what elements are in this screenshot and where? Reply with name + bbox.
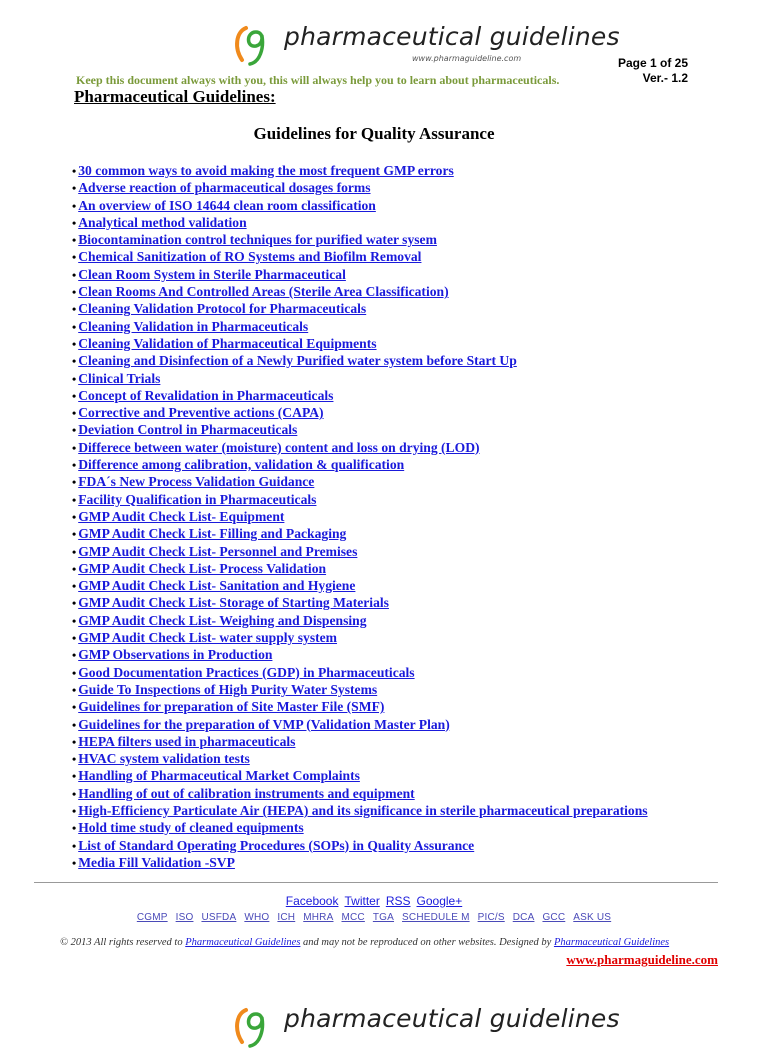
guideline-link[interactable]: HVAC system validation tests (78, 751, 250, 767)
bullet-icon: • (72, 250, 77, 265)
footer-nav-link[interactable]: DCA (512, 912, 535, 923)
social-link[interactable]: Facebook (285, 894, 339, 908)
list-item (72, 698, 648, 715)
copyright-prefix: © 2013 All rights reserved to (60, 937, 183, 948)
list-item (72, 179, 648, 196)
list-item (72, 508, 648, 525)
footer-nav (0, 912, 748, 923)
bullet-icon: • (72, 579, 77, 594)
guideline-link[interactable]: Clean Rooms And Controlled Areas (Sterile Area Classification) (78, 284, 449, 300)
footer-nav-link[interactable]: SCHEDULE M (402, 912, 470, 923)
bullet-icon: • (72, 544, 77, 559)
list-item (72, 473, 648, 490)
bullet-icon: • (72, 181, 77, 196)
bullet-icon: • (72, 752, 77, 767)
list-item (72, 283, 648, 300)
bullet-icon: • (72, 406, 77, 421)
list-item (72, 491, 648, 508)
list-item (72, 612, 648, 629)
guideline-link[interactable]: Cleaning Validation in Pharmaceuticals (78, 318, 309, 334)
guideline-link[interactable]: GMP Audit Check List- water supply system (78, 630, 338, 646)
footer-nav-link[interactable]: WHO (244, 912, 270, 923)
logo-url: www.pharmaguideline.com (412, 54, 522, 63)
bullet-icon: • (72, 855, 77, 870)
version-label: Ver.- 1.2 (642, 71, 688, 85)
guideline-link[interactable]: List of Standard Operating Procedures (SOPs) in Quality Assurance (78, 837, 475, 853)
guideline-link[interactable]: Guide To Inspections of High Purity Water Systems (78, 681, 378, 697)
list-item (72, 733, 648, 750)
guideline-link[interactable]: High-Efficiency Particulate Air (HEPA) and its significance in sterile pharmaceutical preparations (78, 802, 648, 818)
footer-nav-link[interactable]: TGA (372, 912, 395, 923)
footer-nav-link[interactable]: CGMP (136, 912, 168, 923)
guideline-link[interactable]: Adverse reaction of pharmaceutical dosages forms (78, 180, 371, 196)
list-item (72, 716, 648, 733)
bullet-icon: • (72, 821, 77, 836)
social-link[interactable]: Twitter (344, 894, 380, 908)
bullet-icon: • (72, 215, 77, 230)
logo-mark-icon (232, 1000, 282, 1048)
footer-nav-link[interactable]: ASK US (573, 912, 612, 923)
bullet-icon: • (72, 561, 77, 576)
site-logo[interactable] (232, 18, 620, 66)
site-url-link[interactable]: www.pharmaguideline.com (566, 952, 718, 967)
list-item (72, 456, 648, 473)
bullet-icon: • (72, 631, 77, 646)
footer-nav-link[interactable]: MHRA (303, 912, 334, 923)
footer-nav-link[interactable]: MCC (341, 912, 365, 923)
list-item (72, 439, 648, 456)
guideline-link[interactable]: Corrective and Preventive actions (CAPA) (78, 405, 324, 421)
guideline-link[interactable]: GMP Audit Check List- Weighing and Dispensing (78, 612, 367, 628)
footer-nav-link[interactable]: PIC/S (477, 912, 505, 923)
list-item (72, 629, 648, 646)
bullet-icon: • (72, 700, 77, 715)
guideline-link[interactable]: Analytical method validation (78, 214, 247, 230)
list-item (72, 819, 648, 836)
guideline-link[interactable]: Differece between water (moisture) content and loss on drying (LOD) (78, 439, 480, 455)
guideline-link-list (72, 162, 648, 871)
guideline-link[interactable]: Concept of Revalidation in Pharmaceuticals (78, 387, 334, 403)
bullet-icon: • (72, 336, 77, 351)
guideline-link[interactable]: Guidelines for preparation of Site Master File (SMF) (78, 699, 385, 715)
list-item (72, 525, 648, 542)
guideline-link[interactable]: Facility Qualification in Pharmaceuticals (78, 491, 317, 507)
bullet-icon: • (72, 267, 77, 282)
footer-nav-link[interactable]: USFDA (201, 912, 237, 923)
social-links (0, 894, 748, 908)
bullet-icon: • (72, 527, 77, 542)
guideline-link[interactable]: Cleaning Validation Protocol for Pharmaceuticals (78, 301, 367, 317)
guideline-link[interactable]: GMP Audit Check List- Storage of Starting Materials (78, 595, 389, 611)
guideline-link[interactable]: Difference among calibration, validation & qualification (78, 457, 405, 473)
bullet-icon: • (72, 302, 77, 317)
list-item (72, 594, 648, 611)
list-item (72, 837, 648, 854)
bullet-icon: • (72, 613, 77, 628)
guideline-link[interactable]: GMP Audit Check List- Process Validation (78, 560, 327, 576)
guideline-link[interactable]: Clean Room System in Sterile Pharmaceutical (78, 266, 346, 282)
bullet-icon: • (72, 648, 77, 663)
list-item (72, 767, 648, 784)
bullet-icon: • (72, 717, 77, 732)
list-item (72, 352, 648, 369)
logo-text: pharmaceutical guidelines (284, 22, 620, 51)
guideline-link[interactable]: Biocontamination control techniques for purified water sysem (78, 232, 437, 248)
guideline-link[interactable]: Guidelines for the preparation of VMP (Validation Master Plan) (78, 716, 450, 732)
list-item (72, 560, 648, 577)
site-logo-bottom (232, 1000, 620, 1040)
copyright-notice (60, 937, 669, 948)
list-item (72, 404, 648, 421)
list-item (72, 664, 648, 681)
bullet-icon: • (72, 838, 77, 853)
bullet-icon: • (72, 388, 77, 403)
guideline-link[interactable]: Good Documentation Practices (GDP) in Pharmaceuticals (78, 664, 415, 680)
bullet-icon: • (72, 458, 77, 473)
bullet-icon: • (72, 803, 77, 818)
guideline-link[interactable]: Deviation Control in Pharmaceuticals (78, 422, 298, 438)
guideline-link[interactable]: 30 common ways to avoid making the most frequent GMP errors (78, 163, 454, 178)
list-item (72, 248, 648, 265)
bullet-icon: • (72, 354, 77, 369)
guideline-link[interactable]: Cleaning and Disinfection of a Newly Purified water system before Start Up (78, 353, 517, 369)
footer-nav-link[interactable]: ICH (277, 912, 296, 923)
bullet-icon: • (72, 285, 77, 300)
bullet-icon: • (72, 492, 77, 507)
page-number-block (618, 56, 688, 86)
copyright-link-owner[interactable]: Pharmaceutical Guidelines (185, 937, 301, 948)
list-item (72, 214, 648, 231)
bullet-icon: • (72, 198, 77, 213)
section-title: Guidelines for Quality Assurance (253, 124, 495, 143)
guideline-link[interactable]: Hold time study of cleaned equipments (78, 820, 304, 836)
list-item (72, 387, 648, 404)
guideline-link[interactable]: FDA´s New Process Validation Guidance (78, 474, 315, 490)
list-item (72, 577, 648, 594)
guideline-link[interactable]: Handling of out of calibration instruments and equipment (78, 785, 415, 801)
list-item (72, 854, 648, 871)
guideline-link[interactable]: GMP Audit Check List- Equipment (78, 508, 285, 524)
bullet-icon: • (72, 786, 77, 801)
bullet-icon: • (72, 509, 77, 524)
list-item (72, 543, 648, 560)
list-item (72, 162, 648, 179)
bullet-icon: • (72, 769, 77, 784)
list-item (72, 335, 648, 352)
list-item (72, 802, 648, 819)
bullet-icon: • (72, 319, 77, 334)
list-item (72, 370, 648, 387)
list-item (72, 266, 648, 283)
list-item (72, 231, 648, 248)
copyright-link-designer[interactable]: Pharmaceutical Guidelines (553, 937, 670, 948)
footer-nav-link[interactable]: ISO (175, 912, 194, 923)
bullet-icon: • (72, 164, 77, 178)
guideline-link[interactable]: Cleaning Validation of Pharmaceutical Equipments (78, 335, 377, 351)
bullet-icon: • (72, 440, 77, 455)
bullet-icon: • (72, 475, 77, 490)
list-item (72, 646, 648, 663)
bullet-icon: • (72, 233, 77, 248)
list-item (72, 197, 648, 214)
logo-mark-icon (232, 18, 282, 66)
guideline-link[interactable]: Clinical Trials (78, 370, 161, 386)
bullet-icon: • (72, 682, 77, 697)
copyright-middle: and may not be reproduced on other websites. Designed by (303, 937, 552, 948)
list-item (72, 300, 648, 317)
list-item (72, 750, 648, 767)
page-label: Page 1 of 25 (617, 56, 688, 70)
list-item (72, 318, 648, 335)
logo-text: pharmaceutical guidelines (284, 1004, 620, 1033)
guideline-link[interactable]: HEPA filters used in pharmaceuticals (78, 733, 296, 749)
list-item (72, 785, 648, 802)
guideline-link[interactable]: Chemical Sanitization of RO Systems and Biofilm Removal (78, 249, 422, 265)
tagline: Keep this document always with you, this will always help you to learn about pharmaceuticals. (76, 73, 560, 87)
guideline-link[interactable]: Handling of Pharmaceutical Market Complaints (78, 768, 360, 784)
bullet-icon: • (72, 596, 77, 611)
social-link[interactable]: RSS (385, 894, 411, 908)
footer-divider (34, 882, 718, 883)
document-title: Pharmaceutical Guidelines: (74, 87, 276, 106)
guideline-link[interactable]: GMP Audit Check List- Sanitation and Hygiene (78, 578, 356, 594)
list-item (72, 421, 648, 438)
guideline-link[interactable]: GMP Audit Check List- Filling and Packaging (78, 526, 347, 542)
guideline-link[interactable]: Media Fill Validation -SVP (78, 854, 235, 870)
guideline-link[interactable]: GMP Audit Check List- Personnel and Premises (78, 543, 358, 559)
bullet-icon: • (72, 371, 77, 386)
footer-nav-link[interactable]: GCC (542, 912, 566, 923)
guideline-link[interactable]: GMP Observations in Production (78, 647, 273, 663)
bullet-icon: • (72, 734, 77, 749)
bullet-icon: • (72, 423, 77, 438)
guideline-link[interactable]: An overview of ISO 14644 clean room classification (78, 197, 376, 213)
bullet-icon: • (72, 665, 77, 680)
list-item (72, 681, 648, 698)
social-link[interactable]: Google+ (416, 894, 463, 908)
